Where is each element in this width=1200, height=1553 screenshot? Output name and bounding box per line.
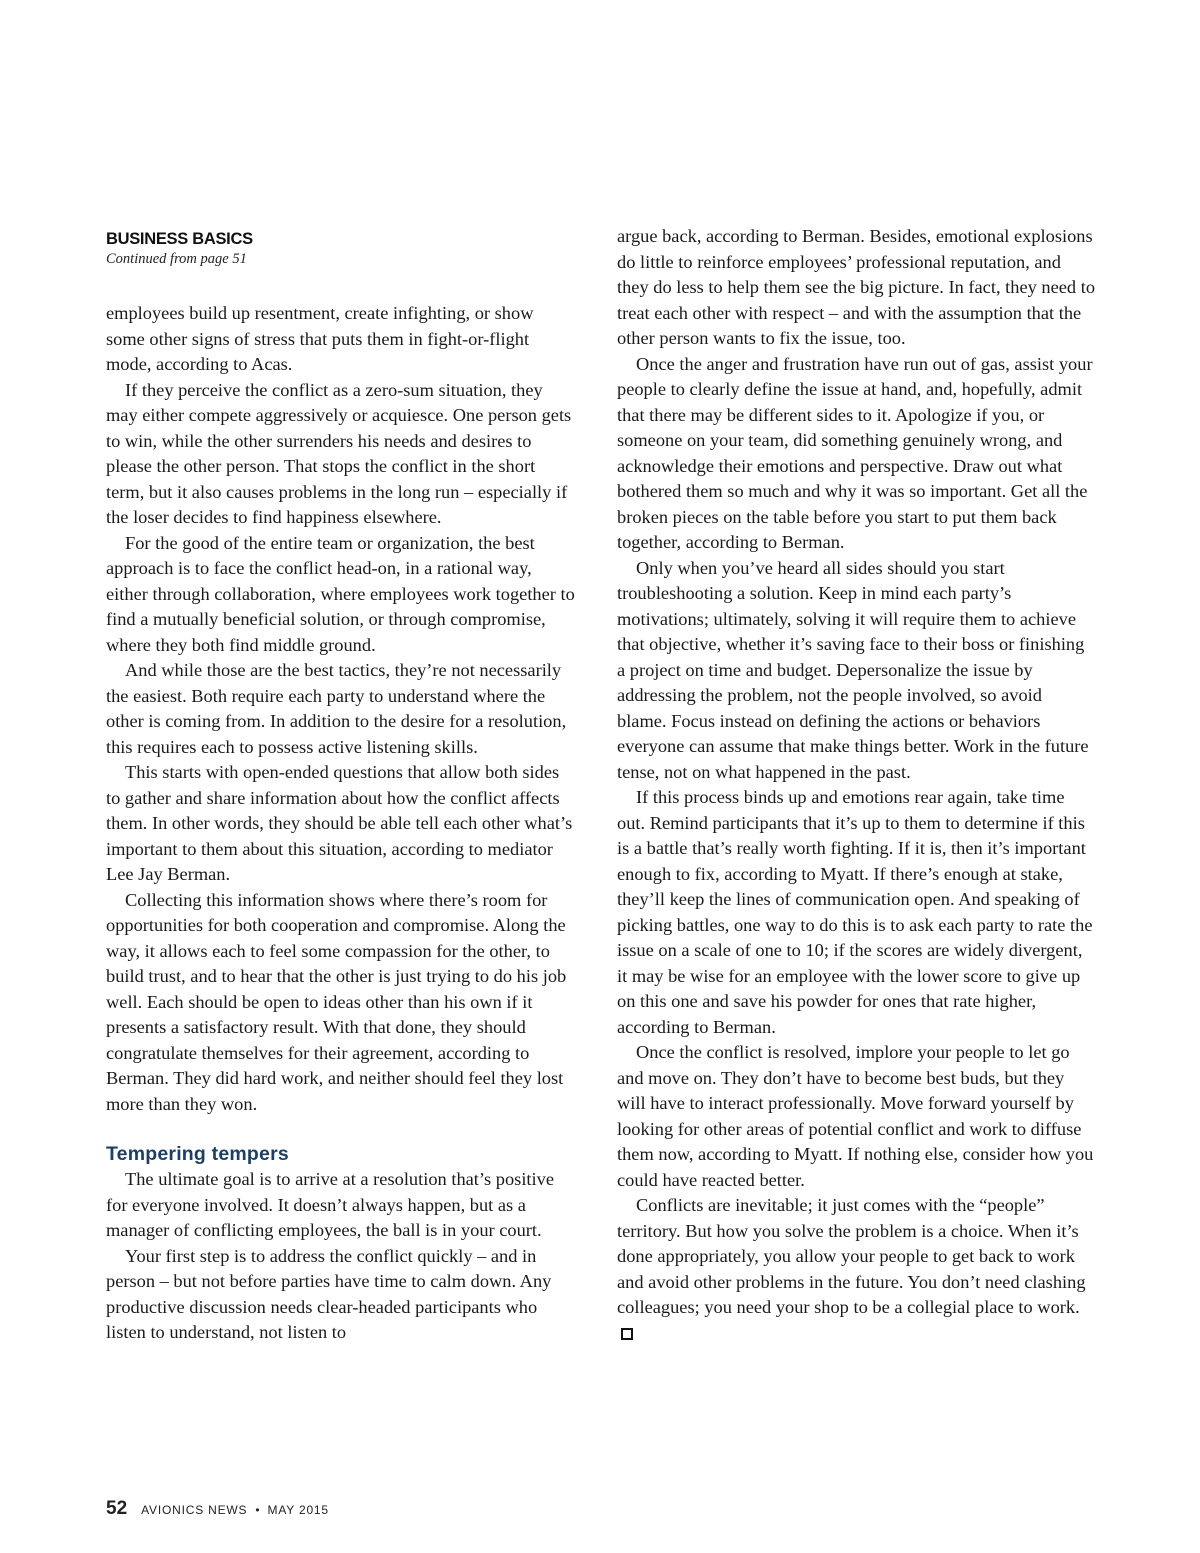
page-number: 52 <box>106 1498 128 1519</box>
paragraph: This starts with open-ended questions that allow both sides to gather and share information about how the conflict affects them. In other words, they should be able tell each other what’s important to them about this situation, according to mediator Lee Jay Berman. <box>106 762 573 884</box>
paragraph: The ultimate goal is to arrive at a resolution that’s positive for everyone involved. It doesn’t always happen, but as a manager of conflicting employees, the ball is in your court. <box>106 1169 555 1240</box>
issue-date: MAY 2015 <box>267 1503 329 1517</box>
left-column <box>106 301 576 1346</box>
bullet-separator: • <box>255 1503 260 1517</box>
section-label: BUSINESS BASICS <box>106 230 253 248</box>
right-column <box>617 224 1095 1346</box>
section-header <box>106 229 253 269</box>
final-paragraph <box>617 1193 1095 1346</box>
paragraph: If they perceive the conflict as a zero-sum situation, they may either compete aggressively or acquiesce. One person gets to win, while the other surrenders his needs and desires to please the other person. That stops the conflict in the short term, but it also causes problems in the long run – especially if the loser decides to find happiness elsewhere. <box>106 379 572 527</box>
magazine-name: AVIONICS NEWS <box>141 1503 248 1517</box>
paragraph: And while those are the best tactics, they’re not necessarily the easiest. Both require each party to understand where the other is coming from. In addition to the desire for a resolution, this requires each to possess active listening skills. <box>106 660 567 757</box>
continued-note: Continued from page 51 <box>106 251 247 267</box>
subhead: Tempering tempers <box>106 1143 289 1165</box>
paragraph: If this process binds up and emotions rear again, take time out. Remind participants that it’s up to them to determine if this is a battle that’s really worth fighting. If it is, then it’s important enough to fix, according to Myatt. If there’s enough at stake, they’ll keep the lines of communication open. And speaking of picking battles, one way to do this is to ask each party to rate the issue on a scale of one to 10; if the scores are widely divergent, it may be wise for an employee with the lower score to give up on this one and save his powder for ones that rate higher, according to Berman. <box>617 787 1093 1037</box>
page-footer <box>106 1498 329 1520</box>
end-mark-icon <box>621 1328 633 1340</box>
paragraph: Your first step is to address the conflict quickly – and in person – but not before parties have time to calm down. Any productive discussion needs clear-headed participants who listen to understand, not listen to <box>106 1245 552 1342</box>
paragraph: Collecting this information shows where there’s room for opportunities for both cooperation and compromise. Along the way, it allows each to feel some compassion for the other, to build trust, and to hear that the other is just trying to do his job well. Each should be open to ideas other than his own if it presents a satisfactory result. With that done, they should congratulate themselves for their agreement, according to Berman. They did hard work, and neither should feel they lost more than they won. <box>106 889 567 1114</box>
paragraph: argue back, according to Berman. Besides, emotional explosions do little to reinforce employees’ professional reputation, and they do less to help them see the big picture. In fact, they need to treat each other with respect – and with the assumption that the other person wants to fix the issue, too. <box>617 226 1096 348</box>
paragraph-text: Conflicts are inevitable; it just comes with the “people” territory. But how you solve the problem is a choice. When it’s done appropriately, you allow your people to get back to work and avoid other problems in the future. You don’t need clashing colleagues; you need your shop to be a collegial place to work. <box>617 1195 1086 1317</box>
paragraph: employees build up resentment, create infighting, or show some other signs of stress that puts them in fight-or-flight mode, according to Acas. <box>106 303 534 374</box>
paragraph: Once the anger and frustration have run out of gas, assist your people to clearly define the issue at hand, and, hopefully, admit that there may be different sides to it. Apologize if you, or someone on your team, did something genuinely wrong, and acknowledge their emotions and perspective. Draw out what bothered them so much and why it was so important. Get all the broken pieces on the table before you start to put them back together, according to Berman. <box>617 353 1093 552</box>
paragraph: Only when you’ve heard all sides should you start troubleshooting a solution. Keep in mind each party’s motivations; ultimately, solving it will require them to achieve that objective, whether it’s saving face to their boss or finishing a project on time and budget. Depersonalize the issue by addressing the problem, not the people involved, so avoid blame. Focus instead on defining the actions or behaviors everyone can assume that make things better. Work in the future tense, not on what happened in the past. <box>617 557 1089 782</box>
paragraph: For the good of the entire team or organization, the best approach is to face the conflict head-on, in a rational way, either through collaboration, where employees work together to find a mutually beneficial solution, or through compromise, where they both find middle ground. <box>106 532 575 655</box>
paragraph: Once the conflict is resolved, implore your people to let go and move on. They don’t have to become best buds, but they will have to interact professionally. Move forward yourself by looking for other areas of potential conflict and work to diffuse them now, according to Myatt. If nothing else, consider how you could have reacted better. <box>617 1042 1094 1190</box>
